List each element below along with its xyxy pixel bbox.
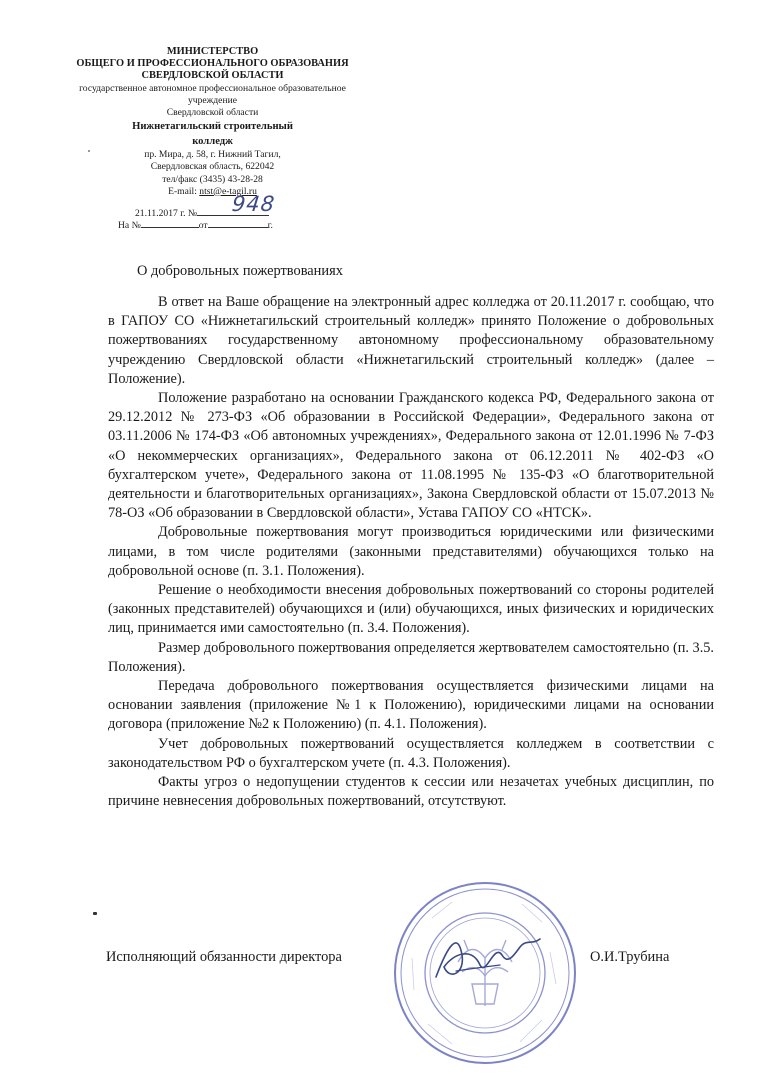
address-line: Свердловская область, 622042 <box>150 161 275 173</box>
reply-number-blank <box>141 227 199 228</box>
scan-mark <box>93 912 97 915</box>
reply-date-blank <box>208 227 268 228</box>
signatory-name: О.И.Трубина <box>590 949 670 965</box>
outgoing-date: 21.11.2017 г. № <box>135 208 198 219</box>
institution-type: учреждение <box>188 94 237 106</box>
email-label: E-mail: <box>168 185 200 197</box>
reply-mid: от <box>198 220 208 231</box>
signatory-title: Исполняющий обязанности директора <box>106 949 342 965</box>
letter-body <box>108 293 714 811</box>
body-paragraph: Учет добровольных пожертвований осуществляется колледжем в соответствии с законодательством РФ о бухгалтерском учете (п. 4.3. Положения). <box>108 735 714 771</box>
letterhead <box>55 46 370 198</box>
body-paragraph: Передача добровольного пожертвования осуществляется физическими лицами на основании заявления (приложение №1 к Положению), юридическими лицами на основании договора (приложение №2 к Положению) (п. 4.1. Положения). <box>108 678 714 733</box>
institution-region: Свердловской области <box>166 107 259 119</box>
letter-subject: О добровольных пожертвованиях <box>137 263 343 279</box>
email-line <box>55 186 370 198</box>
body-paragraph: Добровольные пожертвования могут производиться юридическими или физическими лицами, в том числе родителями (законными представителями) обучающихся только на добровольной основе (п. 3.1. Положения). <box>108 524 714 579</box>
ministry-line: СВЕРДЛОВСКОЙ ОБЛАСТИ <box>141 70 284 82</box>
handwritten-signature <box>428 925 548 993</box>
body-paragraph: Факты угроз о недопущении студентов к сессии или незачетах учебных дисциплин, по причине невнесения добровольных пожертвований, отсутствуют. <box>108 774 714 810</box>
reply-to-line <box>118 220 273 231</box>
reply-prefix: На № <box>118 220 141 231</box>
ministry-line: МИНИСТЕРСТВО <box>166 46 259 57</box>
reply-suffix: г. <box>267 220 273 231</box>
body-paragraph: В ответ на Ваше обращение на электронный адрес колледжа от 20.11.2017 г. сообщаю, что в ГАПОУ СО «Нижнетагильский строительный колледж» принято Положение о добровольных пожертвованиях государственному автономному профессиональному образовательному учреждению Свердловской области «Нижнетагильский строительный колледж» (далее – Положение). <box>108 294 714 387</box>
address-line: пр. Мира, д. 58, г. Нижний Тагил, <box>144 149 281 161</box>
college-name: Нижнетагильский строительный <box>132 121 293 133</box>
college-name: колледж <box>192 136 233 148</box>
body-paragraph: Размер добровольного пожертвования определяется жертвователем самостоятельно (п. 3.5. Положения). <box>108 639 714 675</box>
body-paragraph: Решение о необходимости внесения добровольных пожертвований со стороны родителей (законных представителей) обучающихся и (или) обучающихся, иных физических и юридических лиц, принимается ими самостоятельно (п. 3.4. Положения). <box>108 582 714 637</box>
institution-type: государственное автономное профессиональное образовательное <box>79 82 346 94</box>
outgoing-number: 948 <box>230 192 277 216</box>
email-link[interactable]: ntst@e-tagil.ru <box>199 185 257 197</box>
body-paragraph: Положение разработано на основании Гражданского кодекса РФ, Федерального закона от 29.12.2012 № 273-ФЗ «Об образовании в Российской Федерации», Федерального закона от 03.11.2006 № 174-ФЗ «Об автономных учреждениях», Федерального закона от 12.01.1996 № 7-ФЗ «О некоммерческих организациях», Федерального закона от 06.12.2011 № 402-ФЗ «О бухгалтерском учете», Федерального закона от 11.08.1995 № 135-ФЗ «О благотворительной деятельности и благотворительных организациях», Закона Свердловской области от 15.07.2013 № 78-ОЗ «Об образовании в Свердловской области», Устава ГАПОУ СО «НТСК». <box>108 390 714 522</box>
ministry-line: ОБЩЕГО И ПРОФЕССИОНАЛЬНОГО ОБРАЗОВАНИЯ <box>76 58 349 70</box>
phone-line: тел/факс (3435) 43-28-28 <box>162 173 263 185</box>
